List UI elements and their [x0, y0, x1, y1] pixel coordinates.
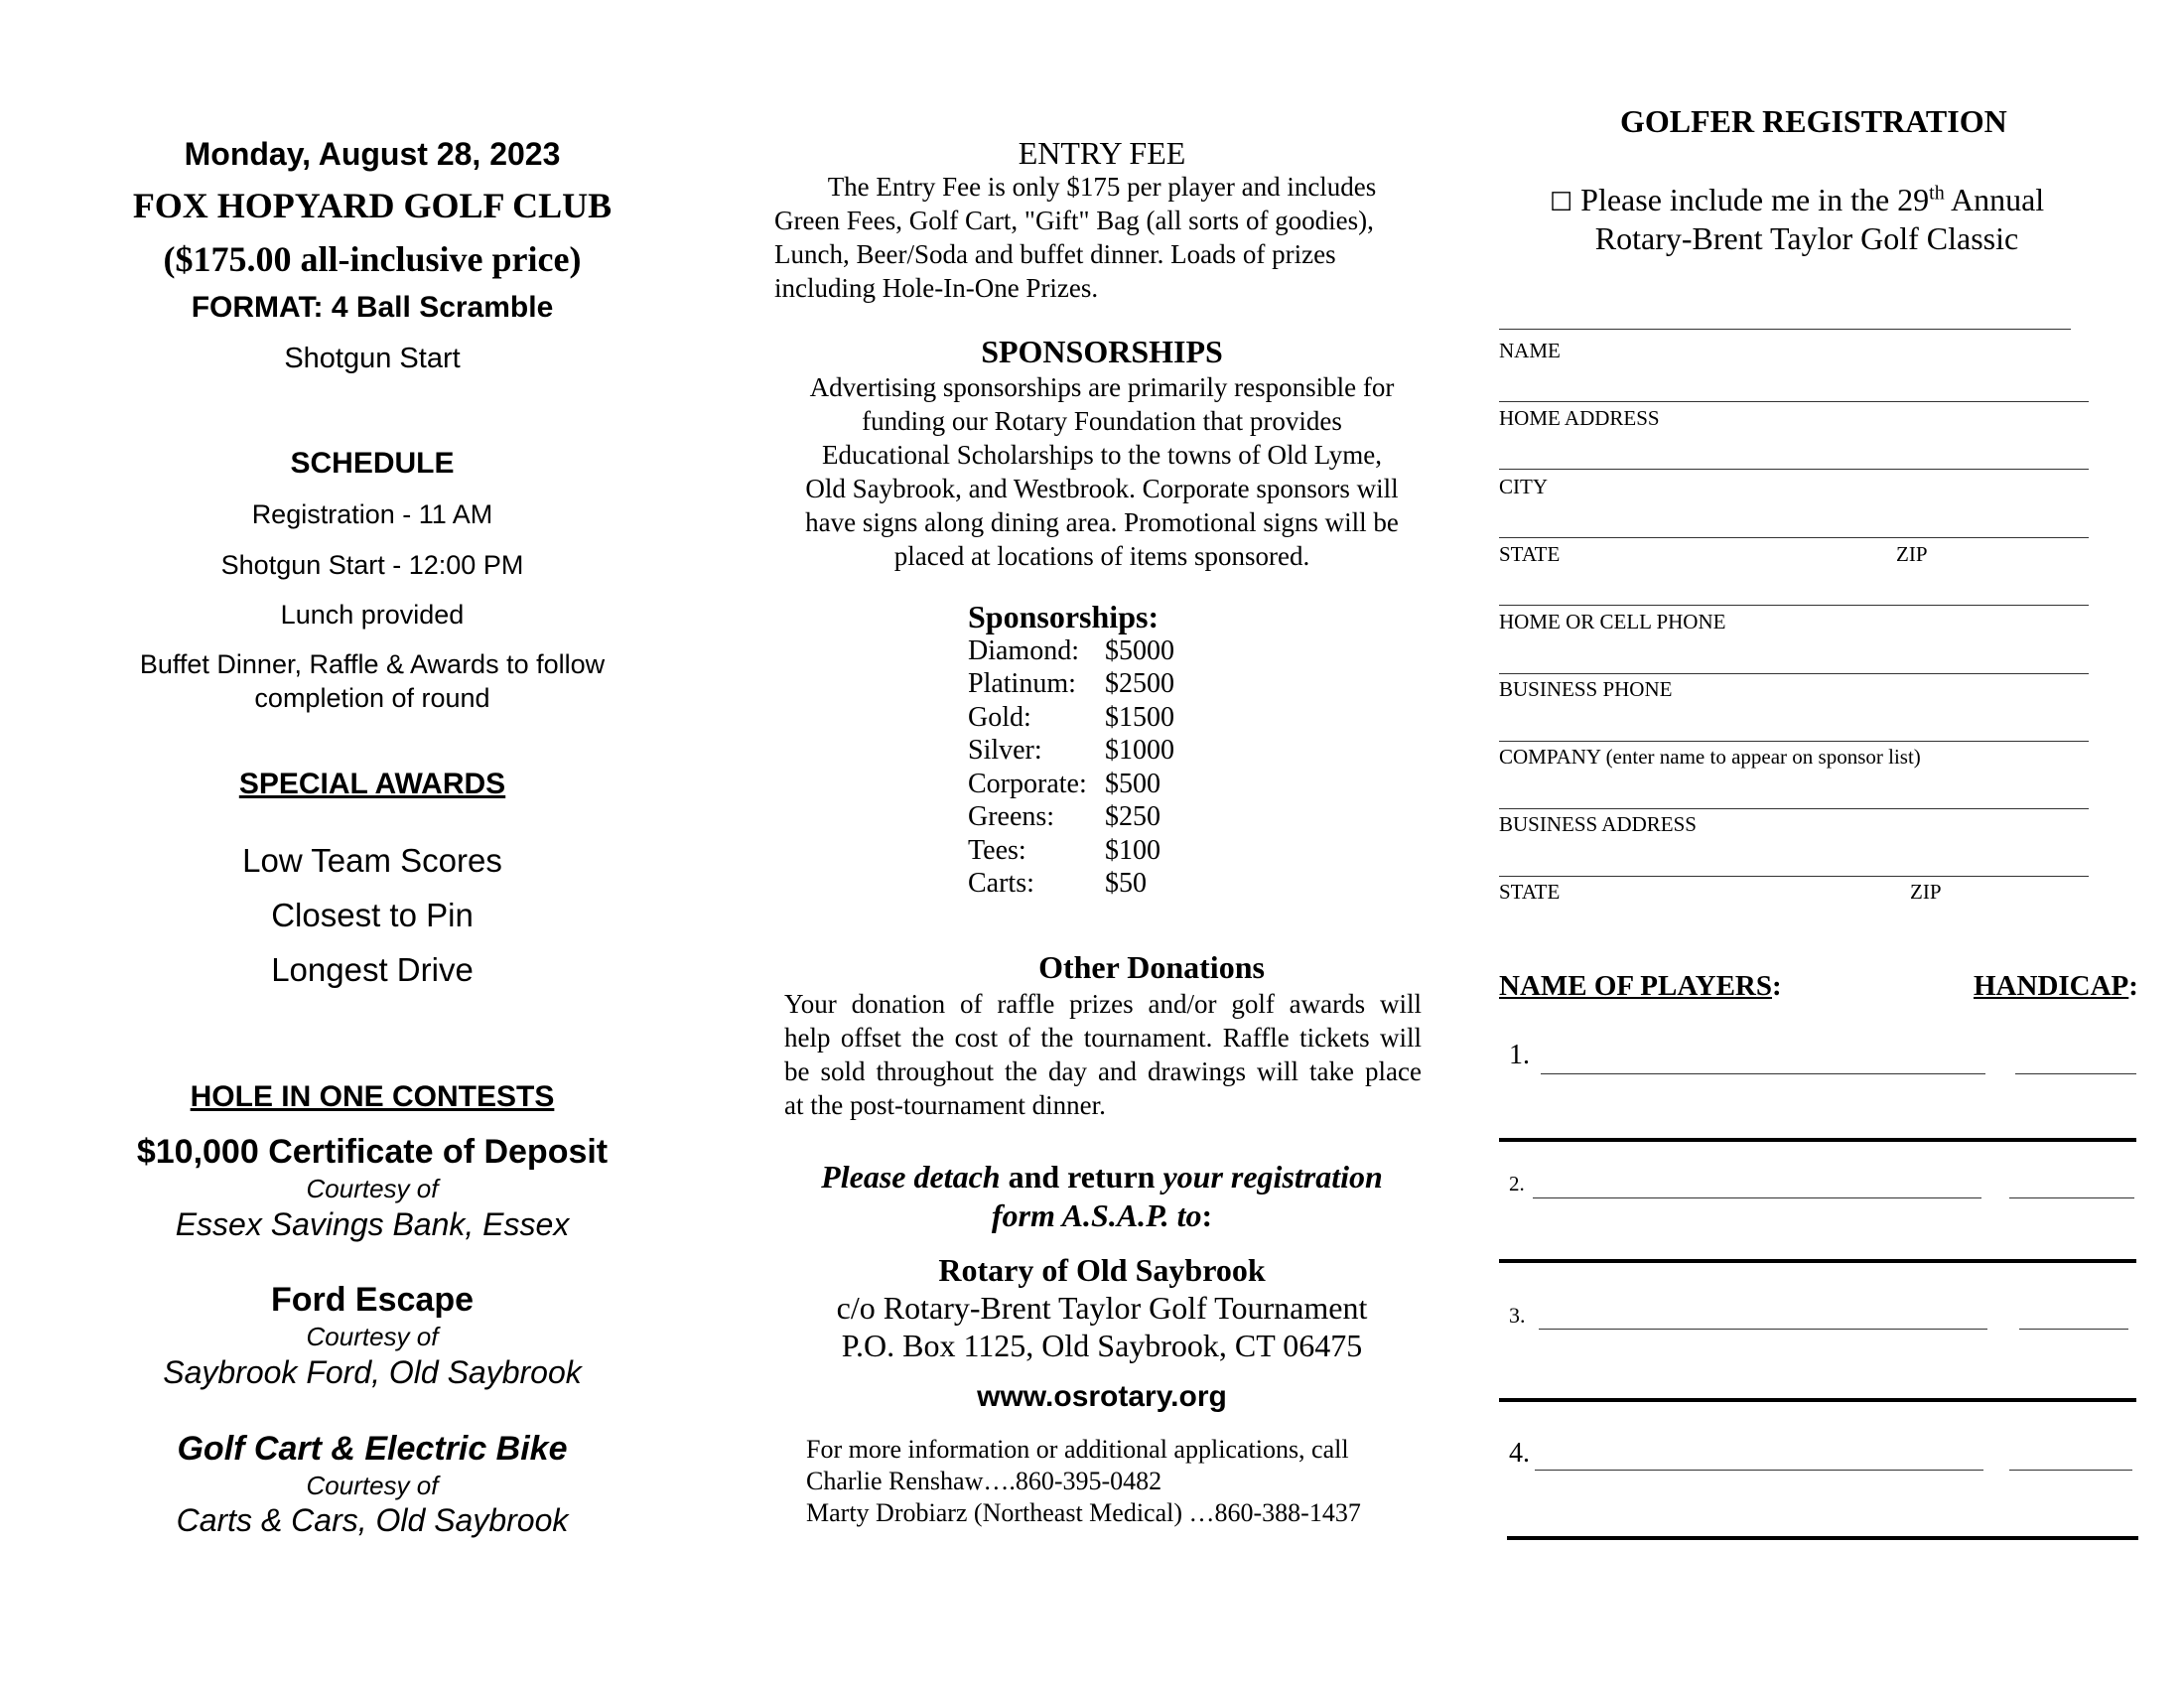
- level-amount: $1500: [1105, 701, 1174, 733]
- business-state-zip-input[interactable]: [1499, 876, 2089, 877]
- handicap-heading: [1974, 970, 2138, 1003]
- organization-name: Rotary of Old Saybrook: [938, 1252, 1266, 1288]
- courtesy-label: Courtesy of: [306, 1471, 439, 1500]
- schedule-heading: SCHEDULE: [290, 447, 455, 480]
- level-row: [968, 800, 1174, 834]
- event-date: Monday, August 28, 2023: [184, 136, 561, 172]
- text-line: Advertising sponsorships are primarily responsible for: [809, 372, 1395, 402]
- level-name: Platinum:: [968, 668, 1076, 699]
- level-row: [968, 634, 1174, 668]
- separator-line: [1507, 1536, 2138, 1540]
- handicap-input[interactable]: [2009, 1470, 2132, 1471]
- phone-input[interactable]: [1499, 605, 2089, 606]
- level-row: [968, 867, 1174, 901]
- level-name: Carts:: [968, 868, 1034, 899]
- text-line: The Entry Fee is only $175 per player and includes: [827, 172, 1377, 202]
- detach-instruction-line-2: [774, 1197, 1430, 1234]
- include-text: Please include me in the 29: [1572, 182, 1930, 217]
- website-link[interactable]: www.osrotary.org: [977, 1380, 1227, 1413]
- text-line: help offset the cost of the tournament. Raffle tickets will: [784, 1023, 1422, 1053]
- detach-instruction-line-1: [774, 1159, 1430, 1196]
- state-zip-input[interactable]: [1499, 537, 2089, 538]
- sponsorship-levels-title: Sponsorships:: [968, 599, 1160, 634]
- ordinal-suffix: th: [1929, 182, 1945, 205]
- level-name: Greens:: [968, 801, 1055, 832]
- text-line: be sold throughout the day and drawings will take place: [784, 1056, 1422, 1086]
- handicap-input[interactable]: [2009, 1197, 2134, 1198]
- classic-name: Rotary-Brent Taylor Golf Classic: [1594, 220, 2019, 256]
- hio-donor: Essex Savings Bank, Essex: [175, 1206, 570, 1242]
- other-donations-text: [784, 987, 1422, 1122]
- handicap-input[interactable]: [2015, 1073, 2136, 1074]
- field-label: COMPANY (enter name to appear on sponsor list): [1499, 745, 1921, 769]
- field-label: STATE: [1499, 880, 1561, 904]
- include-line: [1499, 182, 2095, 218]
- field-label: HOME ADDRESS: [1499, 406, 1660, 430]
- registration-heading: GOLFER REGISTRATION: [1620, 103, 2007, 139]
- handicap-heading-colon: :: [2128, 970, 2138, 1002]
- field-label: ZIP: [1910, 880, 1942, 904]
- level-name: Silver:: [968, 735, 1042, 766]
- player-number: 4.: [1509, 1438, 1530, 1469]
- field-label: BUSINESS PHONE: [1499, 677, 1673, 701]
- entry-fee-heading: ENTRY FEE: [1018, 135, 1186, 171]
- field-label: ZIP: [1896, 542, 1928, 566]
- name-input[interactable]: [1499, 329, 2071, 330]
- text-line: Lunch, Beer/Soda and buffet dinner. Loads of prizes: [774, 239, 1336, 269]
- hio-prize: Ford Escape: [270, 1281, 475, 1319]
- hole-in-one-heading: HOLE IN ONE CONTESTS: [190, 1080, 555, 1113]
- text-line: Your donation of raffle prizes and/or golf awards will: [784, 989, 1422, 1019]
- text-line: at the post-tournament dinner.: [784, 1090, 1106, 1120]
- text-line: funding our Rotary Foundation that provides: [862, 406, 1342, 436]
- price-note: ($175.00 all-inclusive price): [163, 239, 582, 279]
- club-name: FOX HOPYARD GOLF CLUB: [132, 186, 613, 225]
- hio-donor: Carts & Cars, Old Saybrook: [176, 1502, 569, 1538]
- text-line: Marty Drobiarz (Northeast Medical) …860-388-1437: [806, 1498, 1361, 1527]
- player-name-input[interactable]: [1541, 1073, 1985, 1074]
- award-item: Closest to Pin: [271, 897, 474, 933]
- award-item: Low Team Scores: [242, 842, 502, 879]
- start-type: Shotgun Start: [284, 343, 461, 374]
- text-line: Old Saybrook, and Westbrook. Corporate sponsors will: [805, 474, 1399, 503]
- player-name-input[interactable]: [1539, 1329, 1987, 1330]
- entry-fee-text: [774, 170, 1430, 305]
- schedule-item: Registration - 11 AM: [251, 499, 493, 529]
- company-input[interactable]: [1499, 741, 2089, 742]
- schedule-item: Shotgun Start - 12:00 PM: [220, 550, 524, 580]
- field-label: BUSINESS ADDRESS: [1499, 812, 1697, 836]
- handicap-input[interactable]: [2019, 1329, 2128, 1330]
- players-heading-colon: :: [1772, 970, 1782, 1002]
- hio-donor: Saybrook Ford, Old Saybrook: [163, 1354, 582, 1390]
- separator-line: [1499, 1138, 2136, 1142]
- mailing-address-line-2: P.O. Box 1125, Old Saybrook, CT 06475: [841, 1328, 1363, 1363]
- city-input[interactable]: [1499, 469, 2089, 470]
- level-name: Tees:: [968, 834, 1026, 866]
- level-amount: $50: [1105, 868, 1147, 899]
- level-amount: $5000: [1105, 634, 1174, 666]
- format-line: FORMAT: 4 Ball Scramble: [191, 291, 554, 324]
- schedule-item: completion of round: [254, 683, 490, 713]
- schedule-item: Lunch provided: [280, 600, 465, 630]
- separator-line: [1499, 1259, 2136, 1263]
- other-donations-heading: Other Donations: [1038, 949, 1265, 985]
- level-row: [968, 768, 1174, 801]
- contact-info: [806, 1434, 1361, 1529]
- field-label: NAME: [1499, 339, 1561, 362]
- text-line: Educational Scholarships to the towns of Old Lyme,: [822, 440, 1382, 470]
- hio-prize: $10,000 Certificate of Deposit: [136, 1133, 609, 1171]
- handicap-heading-text: HANDICAP: [1974, 970, 2129, 1002]
- sponsorships-text: [774, 370, 1430, 573]
- text-line: have signs along dining area. Promotional signs will be: [805, 507, 1399, 537]
- players-heading-text: NAME OF PLAYERS: [1499, 970, 1772, 1002]
- checkbox-icon[interactable]: ☐: [1549, 188, 1573, 217]
- text-line: including Hole-In-One Prizes.: [774, 273, 1099, 303]
- text-line: For more information or additional applications, call: [806, 1435, 1349, 1464]
- level-amount: $100: [1105, 834, 1160, 866]
- text-line: Green Fees, Golf Cart, "Gift" Bag (all sorts of goodies),: [774, 206, 1374, 235]
- detach-part: and return: [1000, 1159, 1163, 1195]
- field-label: HOME OR CELL PHONE: [1499, 610, 1726, 633]
- field-label: STATE: [1499, 542, 1561, 566]
- text-line: Charlie Renshaw….860-395-0482: [806, 1467, 1162, 1495]
- level-row: [968, 701, 1174, 735]
- level-row: [968, 667, 1174, 701]
- field-label: CITY: [1499, 475, 1548, 498]
- separator-line: [1499, 1398, 2136, 1402]
- players-heading: [1499, 970, 1782, 1003]
- level-row: [968, 734, 1174, 768]
- hio-prize: Golf Cart & Electric Bike: [177, 1430, 568, 1468]
- player-number: 1.: [1509, 1040, 1530, 1070]
- level-amount: $1000: [1105, 735, 1174, 766]
- detach-part: Please detach: [821, 1159, 1001, 1195]
- detach-part: form A.S.A.P. to: [991, 1197, 1202, 1233]
- courtesy-label: Courtesy of: [306, 1322, 439, 1351]
- level-name: Gold:: [968, 701, 1031, 733]
- level-row: [968, 834, 1174, 868]
- player-name-input[interactable]: [1535, 1470, 1983, 1471]
- sponsorship-levels: [968, 601, 1174, 901]
- level-name: Corporate:: [968, 768, 1087, 799]
- courtesy-label: Courtesy of: [306, 1174, 439, 1203]
- detach-part: :: [1201, 1197, 1213, 1233]
- level-amount: $2500: [1105, 668, 1174, 699]
- player-number: 3.: [1509, 1303, 1526, 1328]
- level-name: Diamond:: [968, 634, 1079, 666]
- business-phone-input[interactable]: [1499, 673, 2089, 674]
- player-name-input[interactable]: [1533, 1197, 1981, 1198]
- sponsorships-heading: SPONSORSHIPS: [981, 334, 1223, 369]
- level-amount: $500: [1105, 768, 1160, 799]
- home-address-input[interactable]: [1499, 401, 2089, 402]
- award-item: Longest Drive: [271, 951, 474, 988]
- business-address-input[interactable]: [1499, 808, 2089, 809]
- include-text: Annual: [1944, 182, 2045, 217]
- schedule-item: Buffet Dinner, Raffle & Awards to follow: [139, 649, 606, 679]
- player-number: 2.: [1509, 1172, 1525, 1196]
- detach-part: your registration: [1162, 1159, 1383, 1195]
- text-line: placed at locations of items sponsored.: [893, 541, 1310, 571]
- level-amount: $250: [1105, 801, 1160, 832]
- mailing-address-line-1: c/o Rotary-Brent Taylor Golf Tournament: [836, 1290, 1368, 1326]
- special-awards-heading: SPECIAL AWARDS: [238, 768, 506, 800]
